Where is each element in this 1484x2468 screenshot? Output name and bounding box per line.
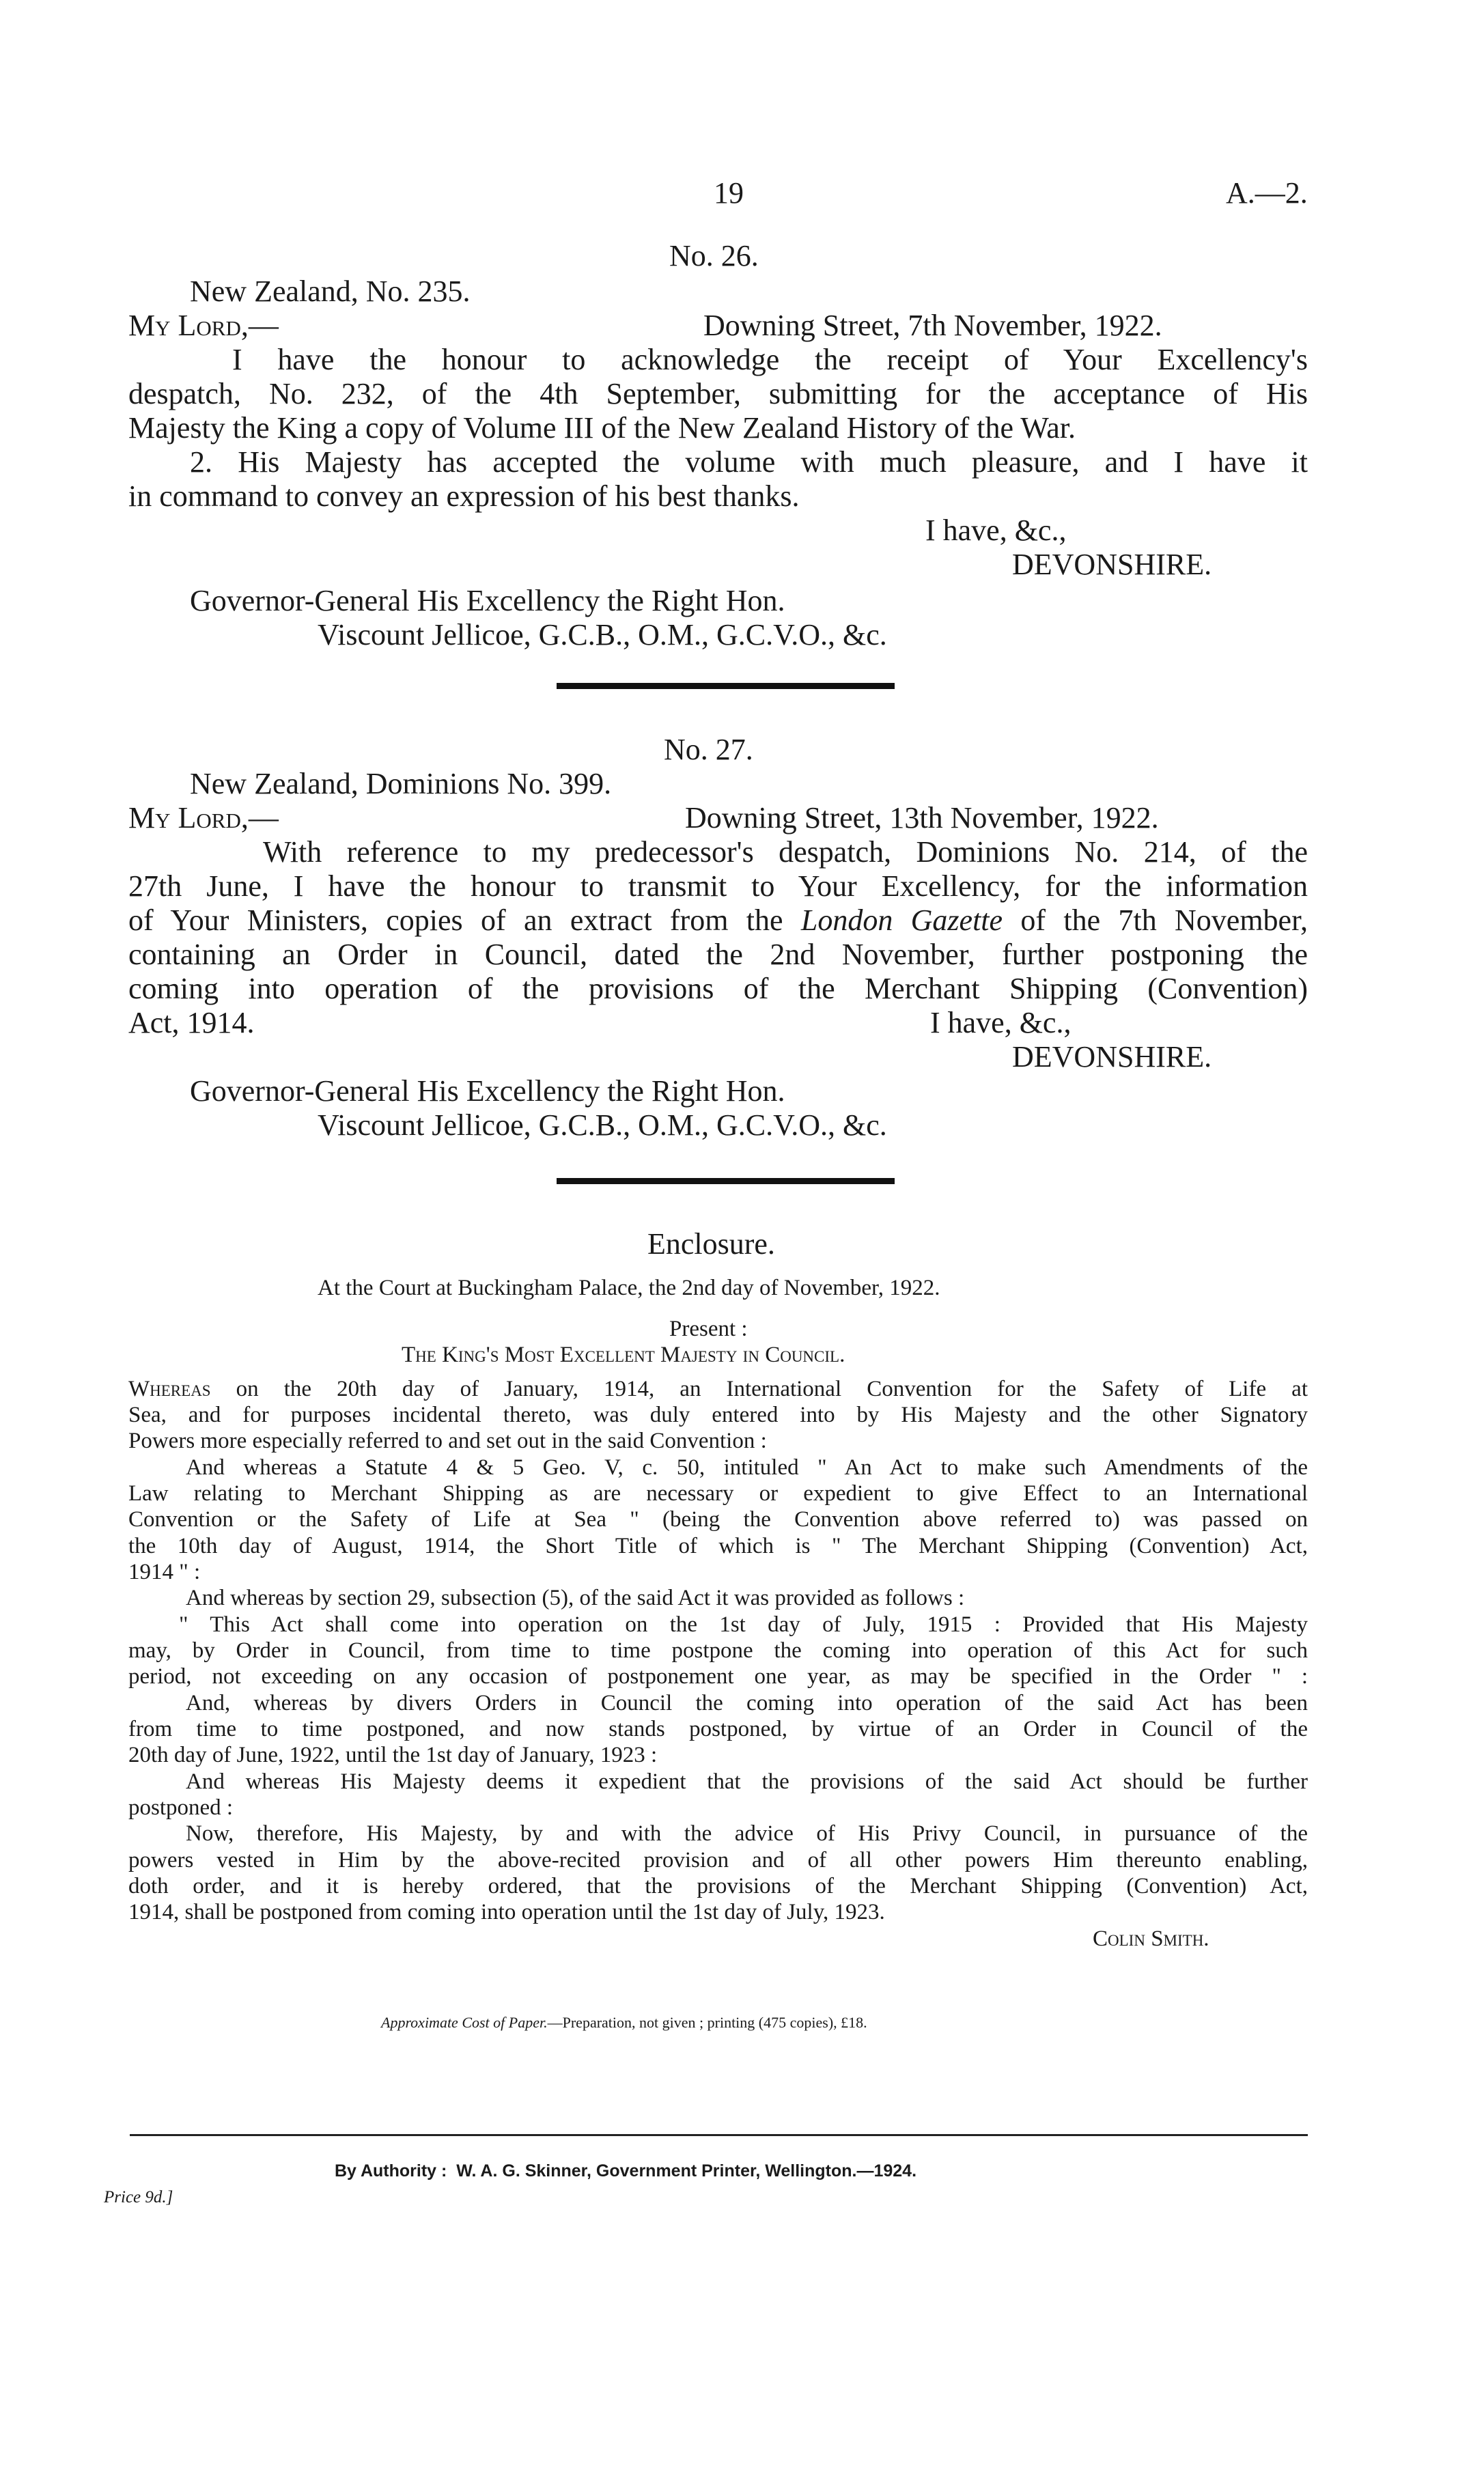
order-line: And whereas by section 29, subsection (5), of the said Act it was provided as follows : xyxy=(186,1586,965,1610)
text-segment: of the 7th November, xyxy=(1003,903,1308,937)
order-line: postponed : xyxy=(128,1795,234,1820)
order-line: And whereas His Majesty deems it expedient that the provisions of the said Act should be further xyxy=(186,1769,1308,1794)
order-line: 1914, shall be postponed from coming into operation until the 1st day of July, 1923. xyxy=(128,1900,885,1924)
paragraph-line: With reference to my predecessor's despatch, Dominions No. 214, of the xyxy=(263,835,1308,869)
order-line: And, whereas by divers Orders in Council the coming into operation of the said Act has been xyxy=(186,1691,1308,1715)
letter-reference: New Zealand, Dominions No. 399. xyxy=(190,767,612,800)
order-line: Now, therefore, His Majesty, by and with the advice of His Privy Council, in pursuance of the xyxy=(186,1821,1308,1846)
addressee-line: Viscount Jellicoe, G.C.B., O.M., G.C.V.O., &c. xyxy=(318,618,887,651)
section-divider xyxy=(557,1178,895,1184)
signature: DEVONSHIRE. xyxy=(1012,1040,1212,1074)
order-line xyxy=(128,1376,1308,1403)
order-line: period, not exceeding on any occasion of postponement one year, as may be specified in the Order " : xyxy=(128,1664,1308,1689)
price: Price 9d.] xyxy=(104,2188,173,2206)
paragraph-line: Act, 1914. xyxy=(128,1006,255,1039)
authority-label: By Authority : xyxy=(335,2161,447,2180)
paragraph-line xyxy=(128,903,1308,938)
order-line: Powers more especially referred to and set out in the said Convention : xyxy=(128,1429,767,1453)
court-line: At the Court at Buckingham Palace, the 2nd day of November, 1922. xyxy=(318,1276,940,1300)
paragraph-line: containing an Order in Council, dated the 2nd November, further postponing the xyxy=(128,938,1308,971)
order-line: 20th day of June, 1922, until the 1st day of January, 1923 : xyxy=(128,1743,658,1767)
letter-reference: New Zealand, No. 235. xyxy=(190,275,471,308)
order-line: 1914 " : xyxy=(128,1560,201,1584)
paragraph-line: 27th June, I have the honour to transmit to Your Excellency, for the information xyxy=(128,869,1308,903)
cost-label: Approximate Cost of Paper. xyxy=(381,2014,548,2031)
footer-divider xyxy=(130,2134,1308,2136)
cost-details: —Preparation, not given ; printing (475 copies), £18. xyxy=(547,2014,867,2031)
whereas-lead: Whereas xyxy=(128,1377,211,1401)
authority-line xyxy=(335,2161,916,2181)
addressee-line: Governor-General His Excellency the Right Hon. xyxy=(190,584,785,617)
closing: I have, &c., xyxy=(925,514,1067,547)
paragraph-line: in command to convey an expression of his best thanks. xyxy=(128,479,800,513)
salutation: My Lord,— xyxy=(128,801,279,835)
paragraph-line: I have the honour to acknowledge the receipt of Your Excellency's xyxy=(232,343,1308,376)
signature: Colin Smith. xyxy=(1093,1926,1209,1951)
document-reference: A.—2. xyxy=(1226,176,1308,210)
paragraph-line: coming into operation of the provisions of the Merchant Shipping (Convention) xyxy=(128,972,1308,1005)
addressee-line: Governor-General His Excellency the Right Hon. xyxy=(190,1074,785,1108)
salutation: My Lord,— xyxy=(128,309,279,342)
section-divider xyxy=(557,683,895,689)
place-date: Downing Street, 7th November, 1922. xyxy=(703,309,1162,342)
order-line: the 10th day of August, 1914, the Short Title of which is " The Merchant Shipping (Convention) Act, xyxy=(128,1534,1308,1558)
present-label: Present : xyxy=(669,1317,748,1341)
letter-number: No. 26. xyxy=(669,239,759,272)
enclosure-title: Enclosure. xyxy=(647,1227,775,1261)
closing: I have, &c., xyxy=(930,1006,1072,1039)
order-line: powers vested in Him by the above-recited provision and of all other powers Him thereunto enabling, xyxy=(128,1848,1308,1873)
order-line: doth order, and it is hereby ordered, that the provisions of the Merchant Shipping (Convention) Act, xyxy=(128,1874,1308,1898)
printer-credit: W. A. G. Skinner, Government Printer, Wellington.—1924. xyxy=(456,2161,917,2180)
order-line: Convention or the Safety of Life at Sea " (being the Convention above referred to) was passed on xyxy=(128,1507,1308,1532)
cost-note xyxy=(381,2013,867,2032)
paragraph-line: Majesty the King a copy of Volume III of the New Zealand History of the War. xyxy=(128,411,1076,445)
letter-number: No. 27. xyxy=(664,733,753,766)
text-segment: on the 20th day of January, 1914, an International Convention for the Safety of Life at xyxy=(210,1377,1308,1401)
order-line: from time to time postponed, and now stands postponed, by virtue of an Order in Council of the xyxy=(128,1717,1308,1741)
order-line: Law relating to Merchant Shipping as are necessary or expedient to give Effect to an International xyxy=(128,1481,1308,1506)
order-line: " This Act shall come into operation on the 1st day of July, 1915 : Provided that His Majesty xyxy=(179,1612,1308,1637)
text-segment: of Your Ministers, copies of an extract from the xyxy=(128,903,801,937)
page-number: 19 xyxy=(714,176,744,210)
order-line: And whereas a Statute 4 & 5 Geo. V, c. 50, intituled " An Act to make such Amendments of the xyxy=(186,1455,1308,1480)
council-line: The King's Most Excellent Majesty in Council. xyxy=(402,1343,845,1367)
paragraph-line: despatch, No. 232, of the 4th September, submitting for the acceptance of His xyxy=(128,377,1308,410)
signature: DEVONSHIRE. xyxy=(1012,548,1212,581)
order-line: may, by Order in Council, from time to time postpone the coming into operation of this Act for such xyxy=(128,1638,1308,1663)
paragraph-line: 2. His Majesty has accepted the volume with much pleasure, and I have it xyxy=(190,445,1308,479)
place-date: Downing Street, 13th November, 1922. xyxy=(685,801,1159,835)
order-line: Sea, and for purposes incidental thereto, was duly entered into by His Majesty and the other Signatory xyxy=(128,1403,1308,1427)
addressee-line: Viscount Jellicoe, G.C.B., O.M., G.C.V.O., &c. xyxy=(318,1108,887,1142)
gazette-title: London Gazette xyxy=(800,903,1003,937)
